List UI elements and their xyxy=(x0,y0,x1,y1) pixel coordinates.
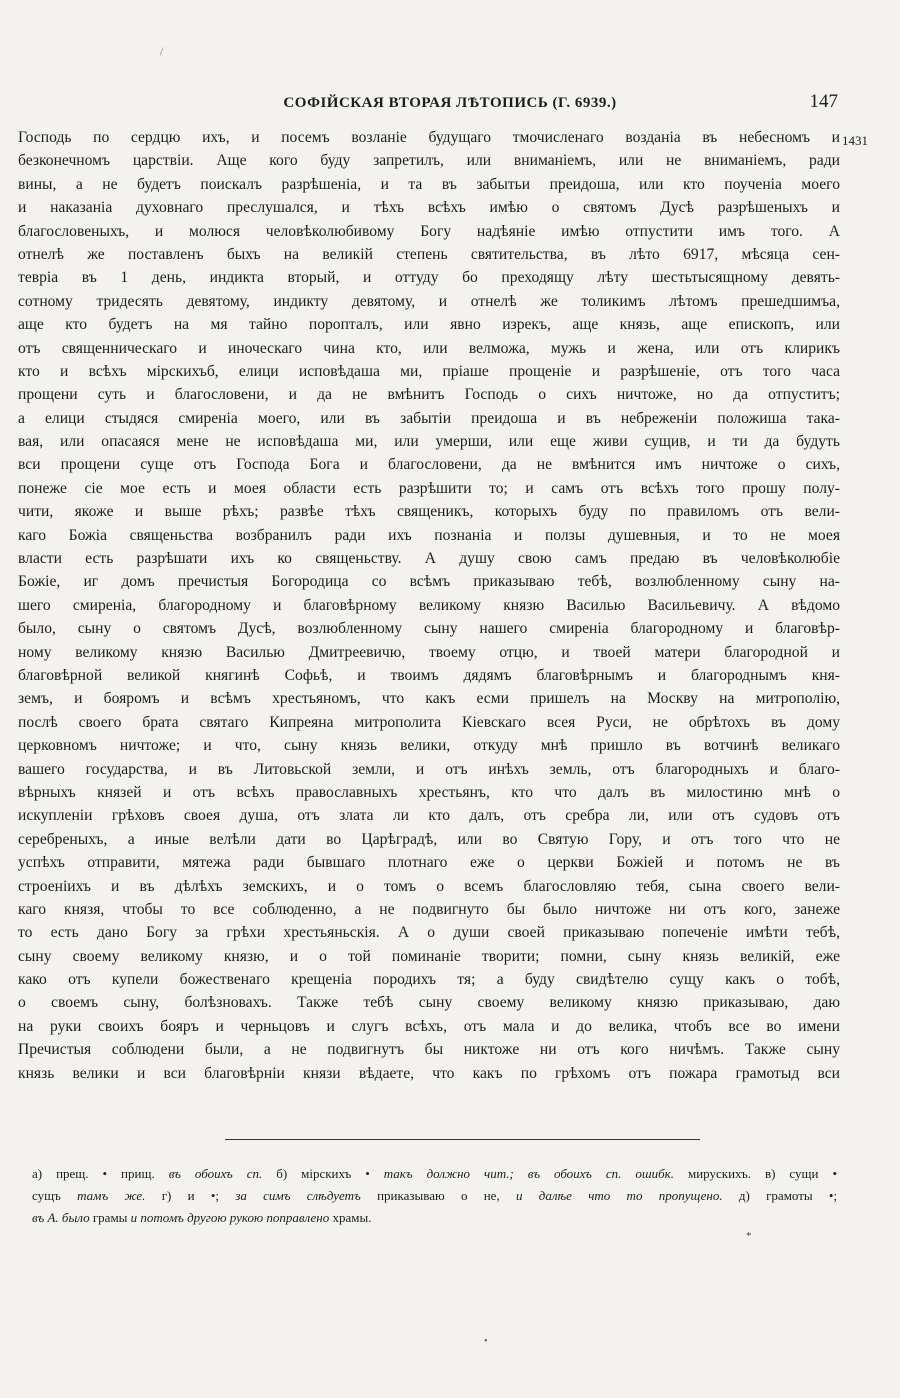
margin-year-number: 1431 xyxy=(842,133,868,148)
text-line: то есть дано Богу за грѣхи хрестьяньскія. А о души своей приказываю попеченіе имѣти тебѣ, xyxy=(18,924,840,942)
footnote-italic: и далѣе что то пропущено. xyxy=(515,1188,723,1203)
footnote-text: д) грамоты •; xyxy=(738,1188,837,1203)
text-line: успѣхъ отправити, мятежа ради бывшаго плотнаго еже о церкви Божіей и потомъ не въ xyxy=(18,854,840,872)
footnote-line xyxy=(32,1207,837,1229)
running-title: СОФІЙСКАЯ ВТОРАЯ ЛѢТОПИСЬ (Г. 6939.) xyxy=(283,95,617,111)
text-line: каго князя, чтобы то все соблюденно, а не подвигнуто бы было ничтоже ни отъ кого, занеже xyxy=(18,900,840,918)
text-line: отнелѣ же поставленъ быхъ на великій степень святительства, въ лѣто 6917, мѣсяца сен- xyxy=(18,245,840,263)
text-line: вины, а не будетъ поискалъ разрѣшеніа, и та въ забытьи преидоша, или кто поученіа моего xyxy=(18,175,840,193)
footnote-text: а) прещ. • прищ. xyxy=(32,1166,155,1181)
text-line: было, сыну о святомъ Дусѣ, возлюбленному сыну нашего смиреніа благородному и благовѣр- xyxy=(18,620,840,638)
text-line: отъ священническаго и иноческаго чина кто, или велможа, мужь и жена, или отъ клирикъ xyxy=(18,339,840,357)
text-line: Божіе, иг домъ пречистыя Богородица со всѣмъ приказываю тебѣ, возлюбленному сыну на- xyxy=(18,573,840,591)
text-line: прощени суть и благословени, и да не вмѣнитъ Господь о сихъ ничтоже, но да отпуститъ; xyxy=(18,386,840,404)
text-line: искупленіи грѣховъ своея душа, отъ злата ли кто далъ, отъ сребра ли, или отъ судовъ отъ xyxy=(18,807,840,825)
page-header xyxy=(0,91,900,125)
text-line: о своемъ сыну, болѣзновахъ. Также тебѣ сыну своему великому князю приказываю, даю xyxy=(18,994,840,1012)
footnote-italic: въ А. xyxy=(32,1210,59,1225)
text-line: шего смиреніа, благородному и благовѣрному великому князю Василью Васильевичу. А вѣдомо xyxy=(18,596,840,614)
footnote-italic: и потомъ другою рукою поправлено xyxy=(130,1210,330,1225)
footnote-italic: такъ должно чит.; въ обоихъ сп. ошибк. xyxy=(383,1166,675,1181)
footnote-text: сущъ xyxy=(32,1188,61,1203)
text-line: како отъ купели божественаго крещеніа породихъ тя; а буду свидѣтелю сущу какъ о тобѣ, xyxy=(18,971,840,989)
text-line: вѣрныхъ князей и отъ всѣхъ православныхъ хрестьянъ, кто что далъ въ милостиню мнѣ о xyxy=(18,783,840,801)
text-line: земъ, и бояромъ и всѣмъ хрестьяномъ, что какъ есми пришелъ на Москву на митрополію, xyxy=(18,690,840,708)
footnote-text: б) мірскихъ • xyxy=(276,1166,370,1181)
text-line: чити, якоже и выше рѣхъ; развѣе тѣхъ священикъ, которыхъ буду по правиломъ отъ вели- xyxy=(18,503,840,521)
text-line: послѣ своего брата святаго Кипреяна митрополита Кіевскаго всея Руси, не обрѣтохъ въ дому xyxy=(18,713,840,731)
footnote-divider xyxy=(225,1139,700,1140)
text-line: кто и всѣхъ мірскихъб, елици исповѣдаша ми, пріаше прощеніе и разрѣшеніе, отъ того часа xyxy=(18,362,840,380)
footnote-text: г) и •; xyxy=(161,1188,220,1203)
footnote-italic: за симъ слѣдуетъ xyxy=(235,1188,361,1203)
text-line: каго Божіа священьства возбранилъ ради ихъ познаніа и ползы душевныя, и то не моея xyxy=(18,526,840,544)
text-line: вашего государства, и въ Литовьской земли, и отъ инѣхъ земль, отъ благородныхъ и благо- xyxy=(18,760,840,778)
text-line: аще кто будетъ на мя тайно поропталъ, или явно изрекъ, аще князь, аще епископъ, или xyxy=(18,316,840,334)
text-line: серебреныхъ, а иные велѣли дати во Царѣградѣ, или во Святую Гору, и отъ того что не xyxy=(18,830,840,848)
text-line: вси прощени суще отъ Господа Бога и благословени, да не вмѣнится имъ ничтоже о сихъ, xyxy=(18,456,840,474)
footnotes xyxy=(32,1163,837,1229)
text-line: Пречистыя соблюдени были, а не подвигнутъ бы никтоже ни отъ кого ничѣмъ. Также сыну xyxy=(18,1041,840,1059)
footnote-text: приказываю о не, xyxy=(377,1188,500,1203)
stray-mark: / xyxy=(160,44,164,58)
text-line: и наказаніа духовнаго преслушался, и тѣхъ всѣхъ имѣю о святомъ Дусѣ разрѣшеныхъ и xyxy=(18,199,840,217)
text-line: на руки своихъ бояръ и черньцовъ и слугъ всѣхъ, отъ мала и до велика, чтобъ все во имени xyxy=(18,1017,840,1035)
text-line: а елици стыдяся смиреніа моего, или въ забытіи преидоша и въ небреженіи положиша така- xyxy=(18,409,840,427)
footnote-italic: тамъ же. xyxy=(77,1188,146,1203)
footnote-text: храмы. xyxy=(332,1210,372,1225)
footnote-line xyxy=(32,1185,837,1207)
footnote-text: мирускихъ. в) сущи • xyxy=(687,1166,837,1181)
text-line: церковномъ ничтоже; и что, сыну князь велики, откуду мнѣ пришло въ вотчинѣ великаго xyxy=(18,737,840,755)
footnote-italic: въ обоихъ сп. xyxy=(168,1166,263,1181)
footnote-line xyxy=(32,1163,837,1185)
text-line: князь велики и вси благовѣрніи князи вѣдаете, что какъ по грѣхомъ отъ пожара грамотыд вси xyxy=(18,1064,840,1082)
text-line: вая, или опасаяся мене не исповѣдаша ми, или умерши, или еще живи сущив, и ти да будуть xyxy=(18,433,840,451)
text-line: Господь по сердцю ихъ, и посемъ возланіе будущаго тмочисленаго возданіа въ небесномъ и xyxy=(18,129,840,146)
text-line: власти есть разрѣшати ихъ ко священьству. А душу свою самъ предаю въ человѣколюбіе xyxy=(18,550,840,568)
text-line: благовѣрной великой княгинѣ Софьѣ, и твоимъ дядямъ благовѣрнымъ и благороднымъ кня- xyxy=(18,666,840,684)
text-line: понеже сіе мое есть и моея области есть разрѣшити то; и самъ отъ всѣхъ того прошу полу- xyxy=(18,479,840,497)
text-line: сотному тридесять девятому, индикту девятому, и отнелѣ же толикимъ лѣтомъ прешедшимъа, xyxy=(18,292,840,310)
text-line: безконечномъ царствіи. Аще кого буду запретилъ, или вниманіемъ, или не вниманіемъ, ради xyxy=(18,152,840,170)
dot-mark: • xyxy=(484,1336,488,1347)
text-line: ному великому князю Василью Дмитреевичю, твоему отцю, и твоей матери благородной и xyxy=(18,643,840,661)
page-number: 147 xyxy=(809,91,838,112)
text-line: благословеныхъ, и молюся человѣколюбивому Богу надѣяніе имѣю отпустити имъ того. А xyxy=(18,222,840,240)
footnote-text: грамы xyxy=(92,1210,128,1225)
body-text xyxy=(18,126,840,1085)
footnote-italic: было xyxy=(61,1210,90,1225)
text-line: строеніихъ и въ дѣлѣхъ земскихъ, и о томъ о всемъ благословляю тебя, сына своего вели- xyxy=(18,877,840,895)
asterisk-mark: * xyxy=(746,1230,752,1242)
text-line: сыну своему великому князю, и о той поминаніе творити; помни, сыну князь великій, еже xyxy=(18,947,840,965)
text-line: тевріа въ 1 день, индикта вторый, и оттуду бо преходящу лѣту шестьтысящному девять- xyxy=(18,269,840,287)
